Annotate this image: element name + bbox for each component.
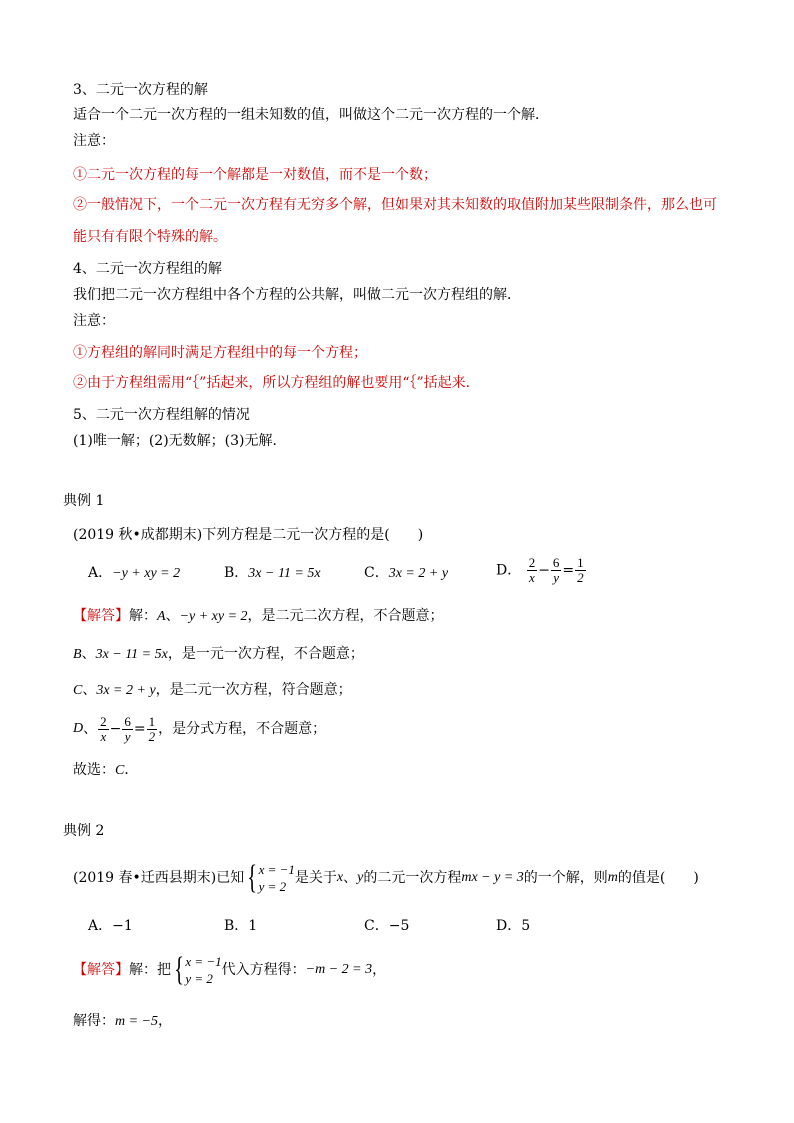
answer-fraction-6-over-y: $\frac{6}{y}$ bbox=[124, 713, 131, 744]
section-5-cases: (1)唯一解；(2)无数解；(3)无解． bbox=[73, 433, 287, 449]
section-3-title: 3、二元一次方程的解 bbox=[73, 82, 208, 98]
example-1-answer-d: D、 $\frac{2}{x}$ − $\frac{6}{y}$ = $\frac{1}{2}$ ，是分式方程，不合题意； bbox=[73, 713, 327, 744]
section-3-note-1: ①二元一次方程的每一个解都是一对数值，而不是一个数； bbox=[73, 167, 437, 183]
example-1-answer-b: B、3x − 11 = 5x，是一元一次方程，不合题意； bbox=[73, 646, 364, 662]
example-2-option-b: B．1 bbox=[224, 918, 258, 934]
example-2-option-d: D．5 bbox=[496, 918, 531, 934]
section-4-note-2: ②由于方程组需用“｛”括起来，所以方程组的解也要用“｛”括起来． bbox=[73, 375, 480, 391]
example-1-question: (2019 秋•成都期末)下列方程是二元一次方程的是( ) bbox=[73, 527, 424, 543]
example-1-option-d: D． $\frac{2}{x}$ − $\frac{6}{y}$ = $\frac{1}{2}$ bbox=[496, 555, 584, 585]
section-3-note-label: 注意： bbox=[73, 133, 115, 149]
section-5-title: 5、二元一次方程组解的情况 bbox=[73, 407, 250, 423]
fraction-6-over-y: $\frac{6}{y}$ bbox=[552, 555, 560, 585]
section-4-title: 4、二元一次方程组的解 bbox=[73, 261, 222, 277]
section-3-definition: 适合一个二元一次方程的一组未知数的值，叫做这个二元一次方程的一个解． bbox=[73, 107, 549, 123]
example-1-answer-a: 【解答】解：A、−y + xy = 2，是二元二次方程，不合题意； bbox=[73, 608, 444, 624]
fraction-1-over-2: $\frac{1}{2}$ bbox=[577, 555, 584, 585]
example-2-solve: 解得：m = −5， bbox=[73, 1013, 173, 1029]
section-3-note-2a: ②一般情况下，一个二元一次方程有无穷多个解，但如果对其未知数的取值附加某些限制条件，那么也可 bbox=[73, 197, 717, 213]
fraction-2-over-x: $\frac{2}{x}$ bbox=[528, 555, 536, 585]
equation-system: { x = −1 y = 2 bbox=[247, 859, 295, 896]
example-1-option-a: A．−y + xy = 2 bbox=[88, 565, 181, 581]
example-2-heading: 典例 2 bbox=[63, 823, 105, 839]
answer-equation-system: { x = −1 y = 2 bbox=[174, 951, 222, 988]
example-1-option-b: B．3x − 11 = 5x bbox=[224, 565, 321, 581]
section-4-note-label: 注意： bbox=[73, 313, 115, 329]
answer-fraction-2-over-x: $\frac{2}{x}$ bbox=[100, 713, 107, 744]
example-1-heading: 典例 1 bbox=[63, 493, 105, 509]
answer-fraction-1-over-2: $\frac{1}{2}$ bbox=[148, 713, 156, 744]
example-2-answer: 【解答】解：把 { x = −1 y = 2 代入方程得：−m − 2 = 3， bbox=[73, 951, 387, 988]
example-2-option-c: C．−5 bbox=[364, 918, 410, 934]
example-1-answer-c: C、3x = 2 + y，是二元一次方程，符合题意； bbox=[73, 682, 352, 698]
answer-left-brace-icon: { bbox=[174, 951, 185, 988]
left-brace-icon: { bbox=[247, 859, 258, 896]
example-2-option-a: A．−1 bbox=[88, 918, 133, 934]
example-1-option-c: C．3x = 2 + y bbox=[364, 565, 449, 581]
section-4-note-1: ①方程组的解同时满足方程组中的每一个方程； bbox=[73, 345, 367, 361]
section-3-note-2b: 能只有有限个特殊的解。 bbox=[73, 229, 227, 245]
example-2-question: (2019 春•迁西县期末)已知 { x = −1 y = 2 是关于x、y的二元一次方程mx − y = 3的一个解，则m的值是( ) bbox=[73, 859, 699, 896]
section-4-definition: 我们把二元一次方程组中各个方程的公共解，叫做二元一次方程组的解． bbox=[73, 287, 521, 303]
example-1-conclusion: 故选：C． bbox=[73, 762, 139, 778]
